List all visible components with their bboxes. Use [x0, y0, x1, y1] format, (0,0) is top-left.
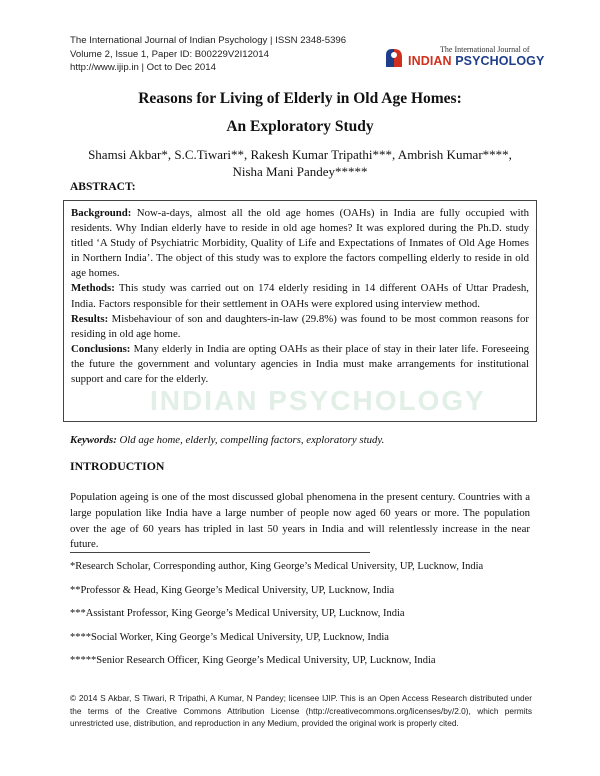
footnote-divider — [70, 552, 370, 553]
footnote-1: *Research Scholar, Corresponding author, King George’s Medical University, UP, Lucknow, India — [70, 561, 484, 572]
license-text: © 2014 S Akbar, S Tiwari, R Tripathi, A Kumar, N Pandey; licensee IJIP. This is an Open Access Research distributed under the terms of the Creative Commons Attribution License (http://creativecommons.org/licenses/by/2.0), which permits unrestricted use, distribution, and reproduction in any Medium, provided the original work is properly cited. — [70, 693, 532, 728]
conclusions-label: Conclusions: — [71, 342, 131, 355]
background-text: Now-a-days, almost all the old age homes (OAHs) in India are fully occupied with residents. Why Indian elderly have to reside in old age homes? It was explored during the Ph.D. study titled ‘A Study of Psychiatric Morbidity, Quality of Life and Expectations of Inmates of Old Age Homes in Northern India’. The object of this study was to explore the factors compelling elderly to reside in old age homes. — [71, 207, 529, 280]
watermark: INDIAN PSYCHOLOGY — [150, 385, 486, 416]
abstract-results — [71, 312, 529, 342]
abstract-conclusions — [71, 342, 529, 387]
abstract-heading: ABSTRACT: — [70, 181, 136, 193]
footnote-3: ***Assistant Professor, King George’s Medical University, UP, Lucknow, India — [70, 608, 405, 619]
abstract-methods — [71, 281, 529, 311]
conclusions-text: Many elderly in India are opting OAHs as their place of stay in their later life. Foreseeing the future the government and voluntary agencies in India must make arrangements for institutional support and care for the elderly. — [71, 342, 529, 386]
paper-title-line2: An Exploratory Study — [226, 118, 374, 135]
logo-main-text — [408, 54, 544, 68]
footnote-2: **Professor & Head, King George’s Medical University, UP, Lucknow, India — [70, 584, 395, 596]
journal-meta — [70, 34, 346, 75]
journal-logo — [384, 45, 545, 75]
keywords-text: Old age home, elderly, compelling factors, exploratory study. — [116, 434, 385, 446]
journal-line: The International Journal of Indian Psychology | ISSN 2348-5396 — [70, 35, 347, 46]
methods-label: Methods: — [71, 282, 115, 295]
paper-title-line1: Reasons for Living of Elderly in Old Age Homes: — [138, 90, 462, 107]
background-label: Background: — [71, 207, 132, 219]
results-text: Misbehaviour of son and daughters-in-law (29.8%) was found to be most common reasons for residing in old age home. — [71, 312, 529, 340]
url-line: http://www.ijip.in | Oct to Dec 2014 — [70, 62, 216, 73]
authors-line1: Shamsi Akbar*, S.C.Tiwari**, Rakesh Kumar Tripathi***, Ambrish Kumar****, — [88, 147, 512, 162]
authors-line2: Nisha Mani Pandey***** — [232, 164, 368, 179]
footnote-4: ****Social Worker, King George’s Medical University, UP, Lucknow, India — [70, 631, 389, 643]
footnote-5: *****Senior Research Officer, King George’s Medical University, UP, Lucknow, India — [70, 655, 436, 666]
results-label: Results: — [71, 312, 109, 325]
footnotes — [70, 560, 530, 668]
authors — [60, 146, 540, 180]
volume-line: Volume 2, Issue 1, Paper ID: B00229V2I12014 — [70, 48, 269, 60]
logo-small-text: The International Journal of — [440, 45, 530, 54]
logo-main-text-b: PSYCHOLOGY — [455, 54, 545, 68]
logo-main-text-a: INDIAN — [408, 54, 456, 68]
abstract-background — [71, 206, 529, 281]
methods-text: This study was carried out on 174 elderly residing in 14 different OAHs of Uttar Pradesh, India. Factors responsible for their settlement in OAHs were explored using interview method. — [71, 282, 529, 310]
keywords-label: Keywords: — [70, 434, 117, 446]
introduction-heading: INTRODUCTION — [70, 459, 165, 473]
introduction-body: Population ageing is one of the most discussed global phenomena in the present century. Countries with a large population like India have a large number of people now aged 60 years or more. The population over the age of 60 years has tripled in last 50 years in India and will relentlessly increase in the near future. — [70, 491, 530, 551]
keywords — [70, 434, 384, 446]
logo-mark-icon — [384, 47, 404, 69]
